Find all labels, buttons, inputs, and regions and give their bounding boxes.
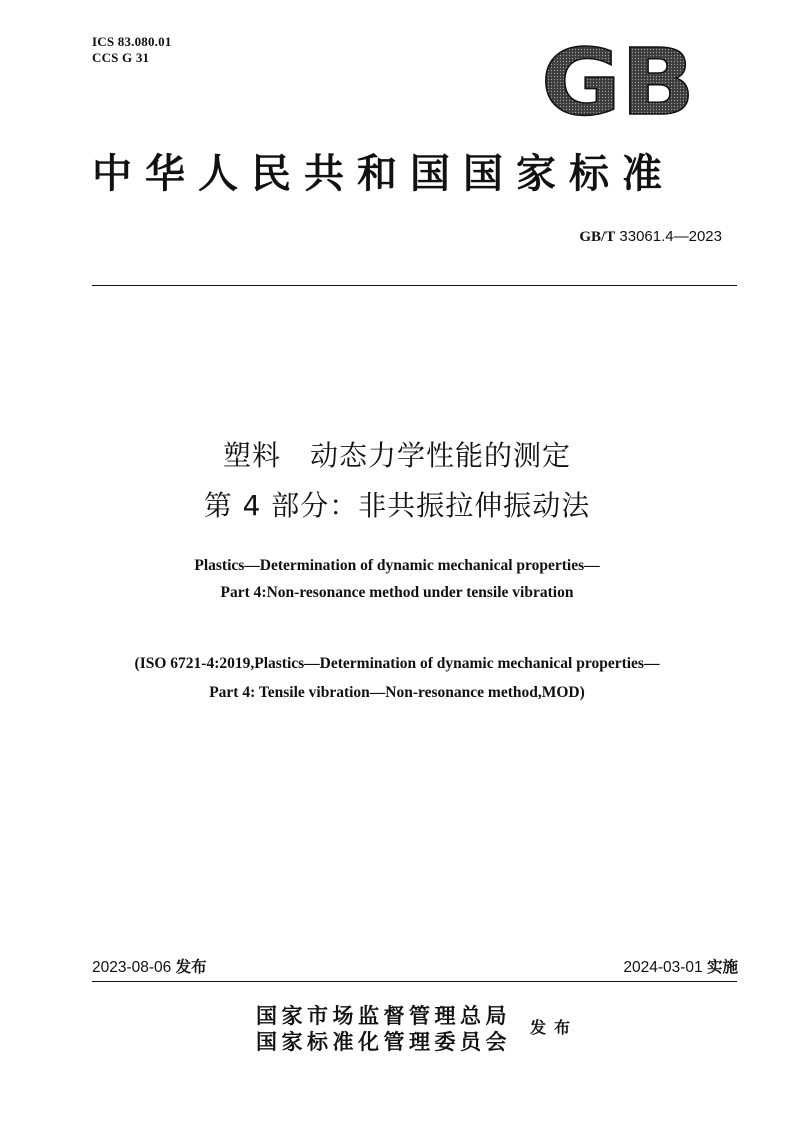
implementation-date-label: 实施 bbox=[706, 958, 738, 976]
ccs-code: CCS G 31 bbox=[92, 50, 150, 65]
bottom-divider bbox=[92, 981, 737, 982]
implementation-date bbox=[623, 957, 738, 978]
publish-label: 发布 bbox=[530, 1018, 579, 1037]
ics-code: ICS 83.080.01 bbox=[92, 34, 172, 49]
standard-prefix: GB/T bbox=[579, 229, 616, 245]
chinese-title-line-2: 第 4 部分：非共振拉伸振动法 bbox=[203, 489, 591, 522]
issue-date-value: 2023-08-06 bbox=[92, 959, 172, 976]
gb-logo-text: GB bbox=[541, 42, 695, 124]
issue-date bbox=[92, 957, 207, 978]
issuing-authority-2: 国家标准化管理委员会 bbox=[256, 1030, 511, 1054]
implementation-date-value: 2024-03-01 bbox=[623, 959, 703, 976]
iso-reference-line-1: (ISO 6721-4:2019,Plastics—Determination of dynamic mechanical properties— bbox=[134, 655, 660, 672]
english-title-line-1: Plastics—Determination of dynamic mechanical properties— bbox=[194, 557, 600, 574]
standard-number bbox=[579, 228, 722, 246]
english-title-line-2: Part 4:Non-resonance method under tensile vibration bbox=[220, 584, 574, 601]
country-standard-title: 中华人民共和国国家标准 bbox=[92, 151, 675, 197]
iso-reference-line-2: Part 4: Tensile vibration—Non-resonance method,MOD) bbox=[209, 684, 585, 701]
issuing-authority-1: 国家市场监督管理总局 bbox=[256, 1004, 511, 1028]
chinese-title-line-1: 塑料 动态力学性能的测定 bbox=[222, 439, 571, 472]
standard-code: 33061.4—2023 bbox=[619, 228, 722, 245]
issue-date-label: 发布 bbox=[175, 958, 207, 976]
classification-codes bbox=[92, 34, 172, 66]
top-divider bbox=[92, 285, 737, 286]
gb-logo bbox=[538, 42, 698, 124]
